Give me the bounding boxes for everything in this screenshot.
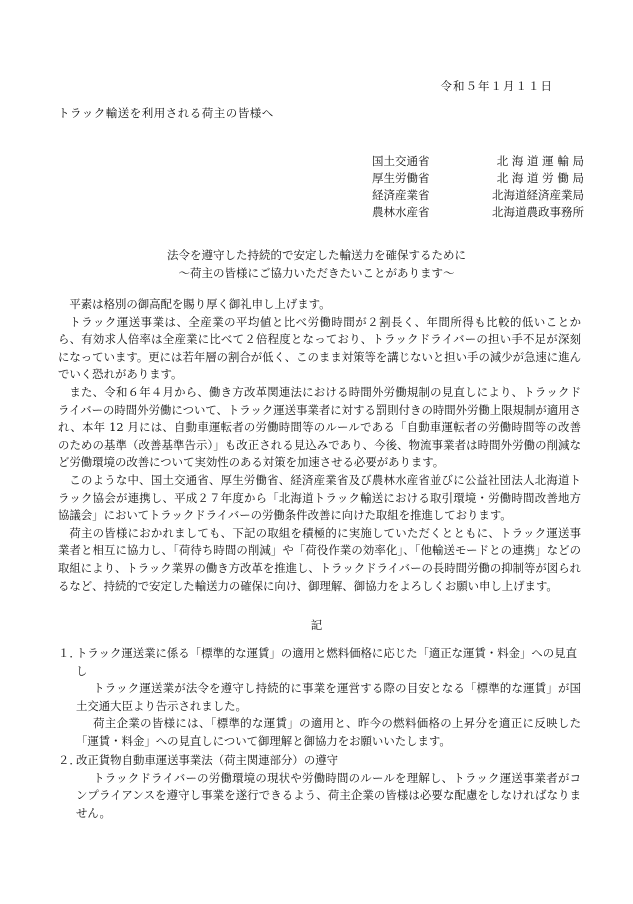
sender-office: 北海道経済産業局 [492,188,584,202]
section-paragraph: トラックドライバーの労働環境の現状や労働時間のルールを理解し、トラック運送事業者がコンプライアンスを遵守し事業を遂行できるよう、荷主企業の皆様は必要な配慮をしなければなりません。 [76,770,581,820]
ki-marker: 記 [310,618,323,632]
sender-row [372,153,584,170]
sender-office: 北海道農政事務所 [492,205,584,219]
title-main: 法令を遵守した持続的で安定した輸送力を確保するために [167,248,466,262]
sender-office: 北 海 道 運 輸 局 [496,154,584,168]
section-paragraph: トラック運送業が法令を遵守し持続的に事業を運営する際の目安となる「標準的な運賃」が国土交通大臣より告示されました。 [76,681,581,713]
section-heading [58,752,581,770]
sender-row [372,204,584,221]
sender-block [372,153,584,221]
section-2 [58,752,581,822]
sender-ministry: 厚生労働省 [372,171,430,185]
body-paragraph: トラック運送事業は、全産業の平均値と比べ労働時間が２割長く、年間所得も比較的低いことから、有効求人倍率は全産業に比べて２倍程度となっており、トラックドライバーの担い手不足が深刻になっています。更には若年層の割合が低く、このまま対策等を講じないと担い手の減少が急速に進んでいく恐れがあります。 [58,314,581,382]
body-paragraph: このような中、国土交通省、厚生労働省、経済産業省及び農林水産省並びに公益社団法人北海道トラック協会が連携し、平成２７年度から「北海道トラック輸送における取引環境・労働時間改善地方協議会」においてトラックドライバーの労働条件改善に向けた取組を推進しております。 [58,472,581,523]
body-paragraph: 平素は格別の御高配を賜り厚く御礼申し上げます。 [69,297,331,311]
section-body [58,770,581,823]
body-paragraph: また、令和６年４月から、働き方改革関連法における時間外労働規制の見直しにより、トラックドライバーの時間外労働について、トラック運送事業者に対する罰則付きの時間外労働上限規制が適用され、本年 12 月には、自動車運転者の労働時間等のルールである「自動車運転者の労働時間等の改善のための基準（改善基準告示）」も改正される見込みであり、今後、物流事業者は時間外労働の削減など労働環境の改善について実効性のある対策を加速させる必要があります。 [58,384,581,470]
section-number: ２． [58,753,81,767]
section-1 [58,645,581,751]
sender-office: 北 海 道 労 働 局 [496,171,584,185]
sender-ministry: 農林水産省 [372,205,430,219]
section-heading-text: トラック運送業に係る「標準的な運賃」の適用と燃料価格に応じた「適正な運賃・料金」への見直し [76,646,577,678]
sender-ministry: 経済産業省 [372,188,430,202]
addressee: トラック輸送を利用される荷主の皆様へ [58,106,274,120]
section-paragraph: 荷主企業の皆様には、「標準的な運賃」の適用と、昨今の燃料価格の上昇分を適正に反映した「運賃・料金」への見直しについて御理解と御協力をお願いいたします。 [76,716,581,748]
document-date: 令和５年１月１１日 [440,79,553,93]
sender-row [372,170,584,187]
sender-ministry: 国土交通省 [372,154,430,168]
document-title [0,246,633,282]
title-subtitle: ～荷主の皆様にご協力いただきたいことがあります～ [178,266,455,280]
section-heading [58,645,581,680]
section-number: １． [58,646,81,660]
section-body [58,680,581,750]
letter-body [58,296,581,595]
sender-row [372,187,584,204]
section-heading-text: 改正貨物自動車運送事業法（荷主関連部分）の遵守 [76,753,338,767]
body-paragraph: 荷主の皆様におかれましても、下記の取組を積極的に実施していただくとともに、トラック運送事業者と相互に協力し、「荷待ち時間の削減」や「荷役作業の効率化」、「他輸送モードとの連携」などの取組により、トラック業界の働き方改革を推進し、トラックドライバーの長時間労働の抑制等が図られるなど、持続的で安定した輸送力の確保に向け、御理解、御協力をよろしくお願い申し上げます。 [58,525,581,593]
